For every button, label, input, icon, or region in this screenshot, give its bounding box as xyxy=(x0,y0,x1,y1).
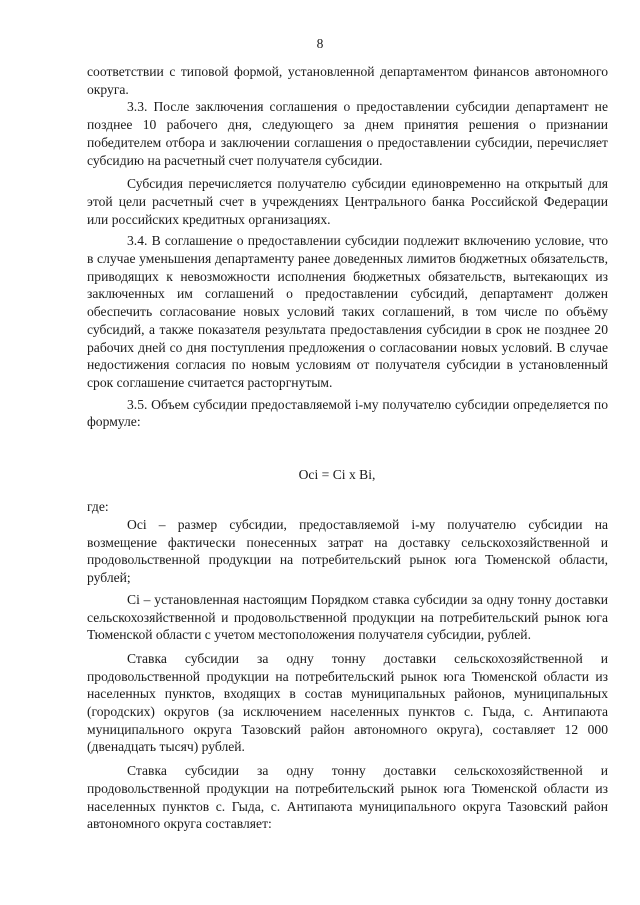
definition-ci: Ci – установленная настоящим Порядком ставка субсидии за одну тонну доставки сельскохозяйственной и продовольственной продукции на потребительский рынок юга Тюменской области с учетом местоположения получателя субсидии, рублей. xyxy=(87,591,608,643)
paragraph-3-3: 3.3. После заключения соглашения о предоставлении субсидии департамент не позднее 10 рабочего дня, следующего за днем принятия решения о признании победителем отбора и заключении соглашения о предоставлении субсидии, перечисляет субсидию на расчетный счет получателя субсидии. xyxy=(87,99,608,168)
text-block-top xyxy=(87,63,608,431)
page-number: 8 xyxy=(316,36,324,51)
paragraph-rate-gyda-antipayuta: Ставка субсидии за одну тонну доставки сельскохозяйственной и продовольственной продукции на потребительский рынок юга Тюменской области из населенных пунктов с. Гыда, с. Антипаюта муниципального округа Тазовский район автономного округа составляет: xyxy=(87,763,608,832)
definition-oci: Oci – размер субсидии, предоставляемой i-му получателю субсидии на возмещение фактически понесенных затрат на доставку сельскохозяйственной и продовольственной продукции на потребительский рынок юга Тюменской области, рублей; xyxy=(87,517,608,586)
paragraph-continuation: соответствии с типовой формой, установленной департаментом финансов автономного округа. xyxy=(87,64,608,97)
paragraph-rate-general: Ставка субсидии за одну тонну доставки сельскохозяйственной и продовольственной продукции на потребительский рынок юга Тюменской области из населенных пунктов, входящих в состав муниципальных районов, муниципальных (городских) округов (за исключением населенных пунктов с. Гыда, с. Антипаюта муниципального округа Тазовский район автономного округа), составляет 12 000 (двенадцать тысяч) рублей. xyxy=(87,650,608,755)
formula: Oci = Ci x Bi, xyxy=(298,467,376,482)
paragraph-3-4: 3.4. В соглашение о предоставлении субсидии подлежит включению условие, что в случае уменьшения департаменту ранее доведенных лимитов бюджетных обязательств, приводящих к невозможности исполнения бюджетных обязательств, вытекающих из заключенных им соглашений о предоставлении субсидий, департамент должен обеспечить согласование новых условий таких соглашений, в том числе по объёму субсидий, а также показателя результата предоставления субсидии в срок не позднее 20 рабочих дней со дня поступления предложения о согласовании новых условий. В случае недостижения согласия по новым условиям от получателя субсидии в установленный срок соглашение считается расторгнутым. xyxy=(87,233,608,390)
paragraph-subsidy-transfer: Субсидия перечисляется получателю субсидии единовременно на открытый для этой цели расчетный счет в учреждениях Центрального банка Российской Федерации или российских кредитных организациях. xyxy=(87,176,608,227)
text-block-bottom xyxy=(87,516,608,833)
paragraph-3-5: 3.5. Объем субсидии предоставляемой i-му получателю субсидии определяется по формуле: xyxy=(87,396,608,430)
where-label: где: xyxy=(87,499,109,514)
